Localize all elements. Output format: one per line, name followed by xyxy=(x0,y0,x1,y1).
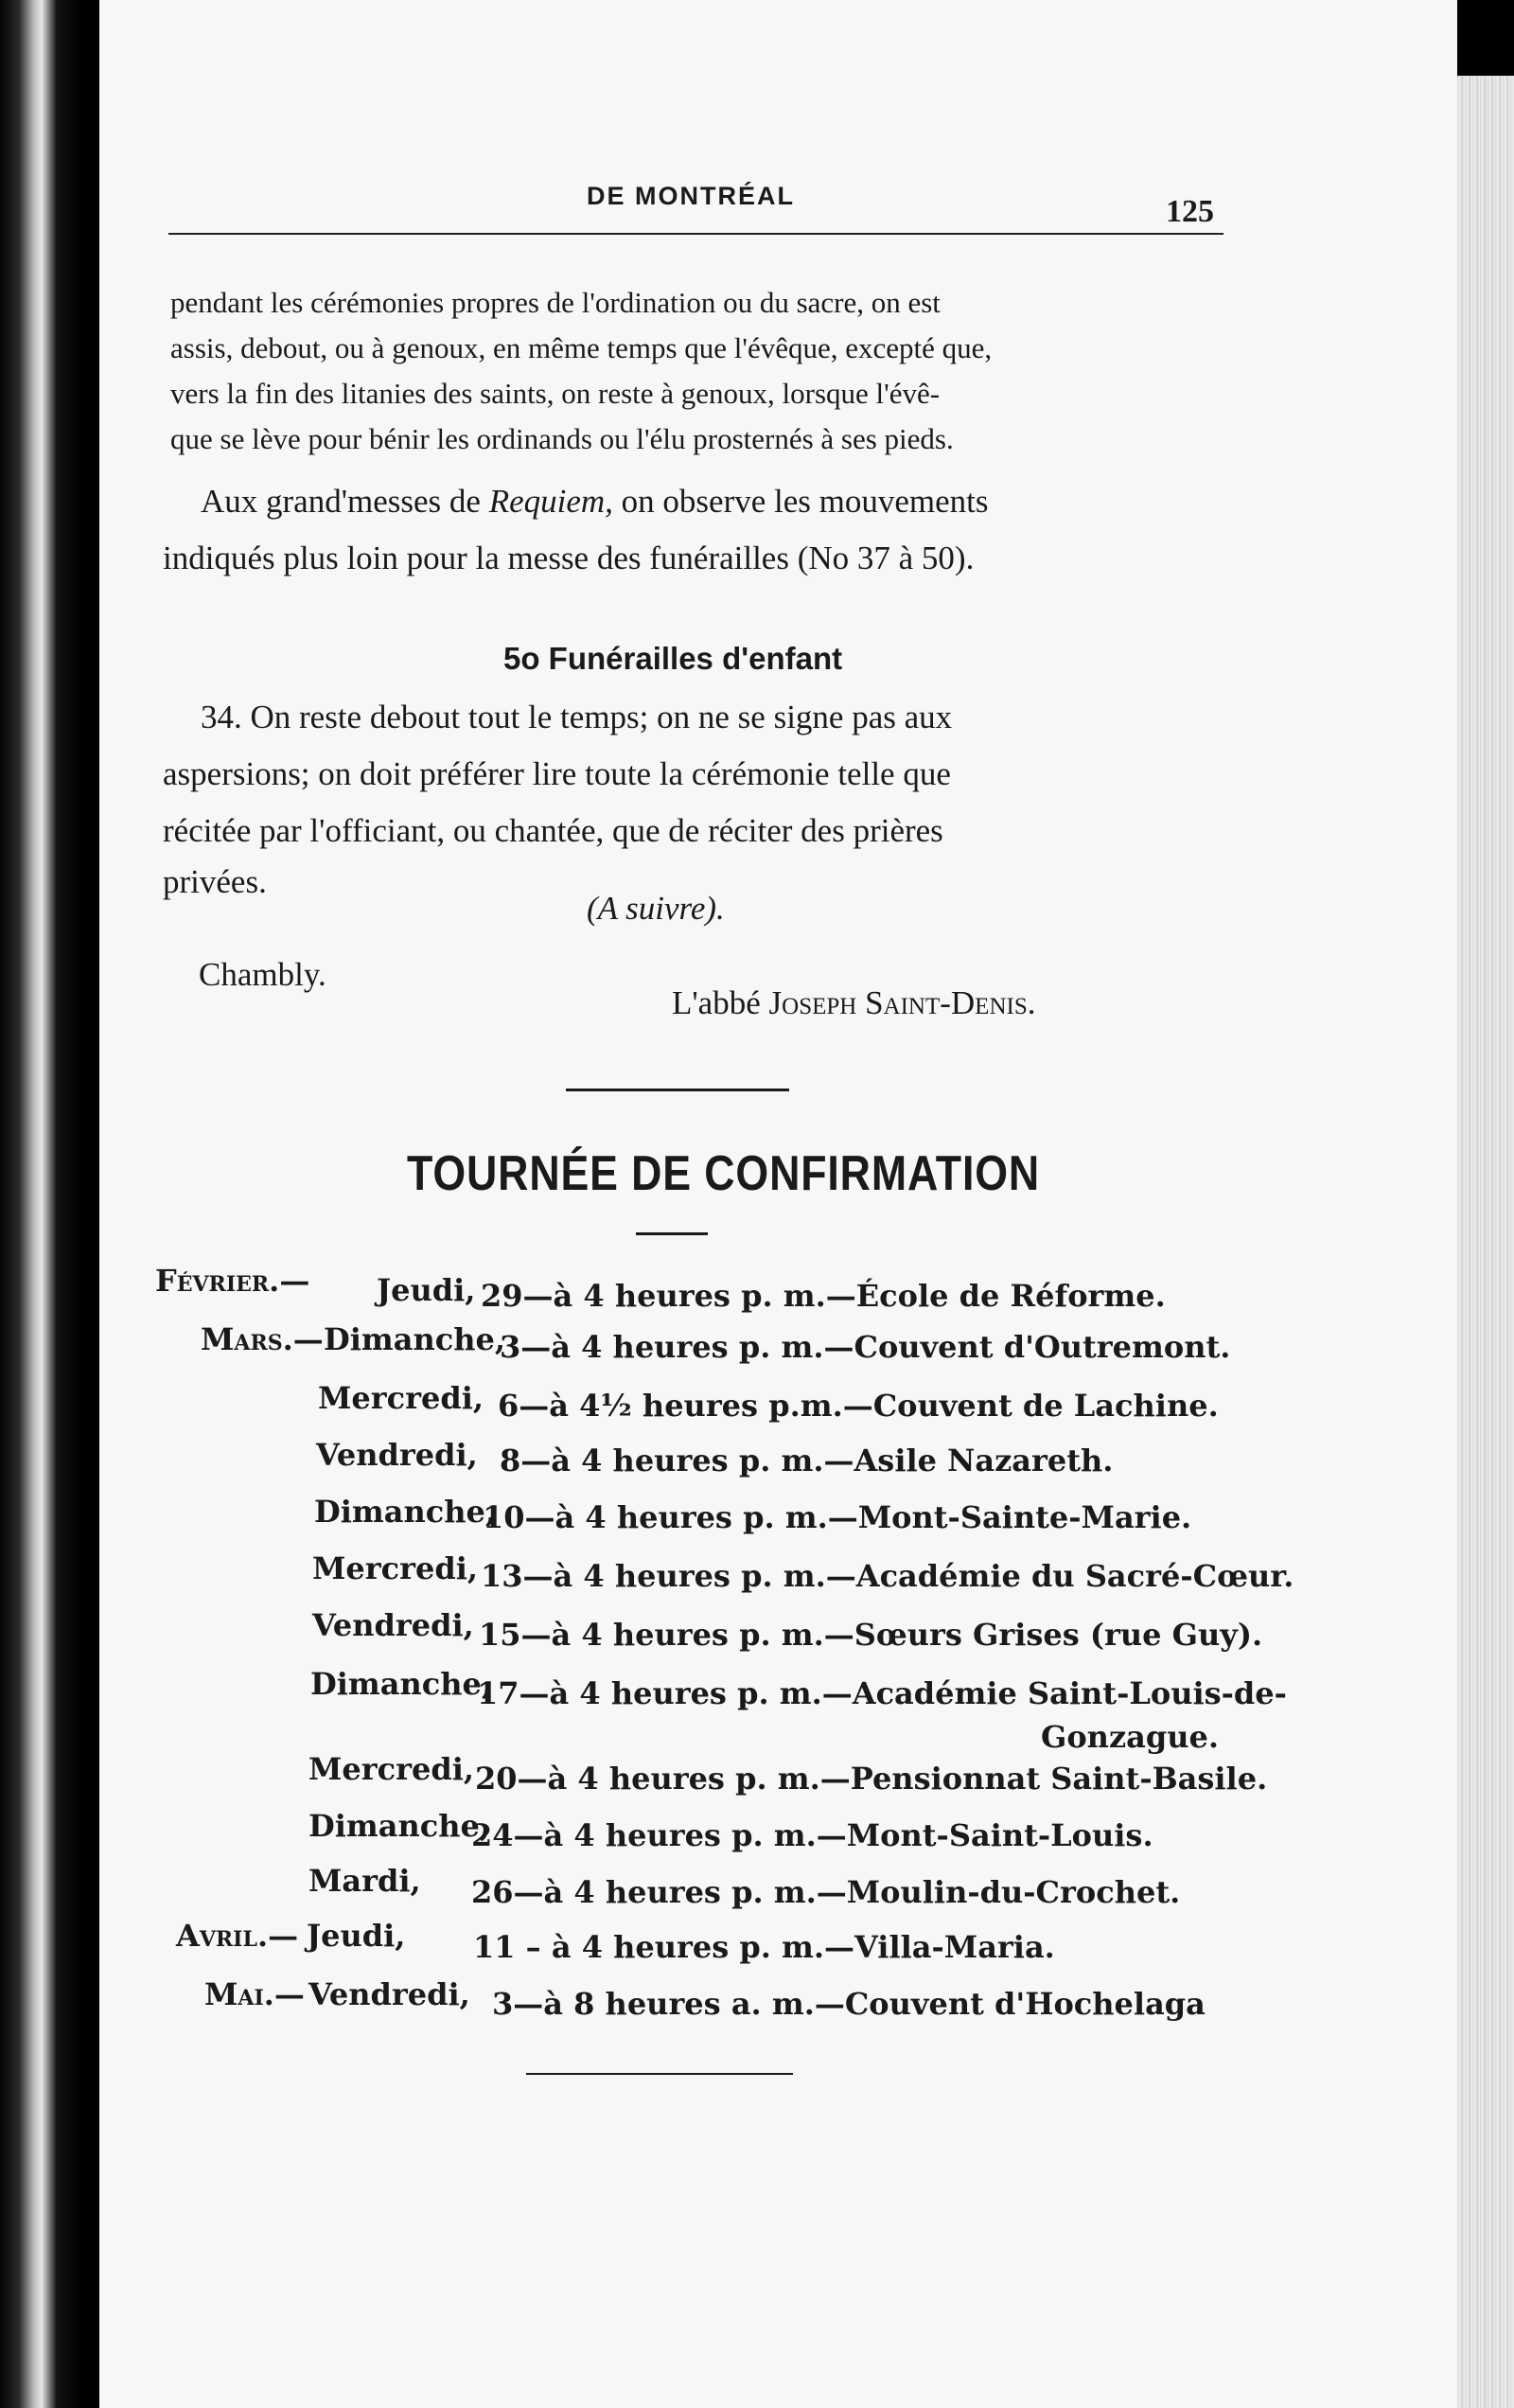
section-title: TOURNÉE DE CONFIRMATION xyxy=(407,1146,1041,1201)
schedule-month: Mars.— xyxy=(201,1321,324,1357)
schedule-day: Vendredi, xyxy=(312,1607,474,1643)
schedule-detail: 26—à 4 heures p. m.—Moulin-du-Crochet. xyxy=(471,1874,1181,1910)
schedule-day: Dimanche, xyxy=(324,1321,506,1357)
schedule-detail: 24—à 4 heures p. m.—Mont-Saint-Louis. xyxy=(471,1817,1153,1853)
signature-author: L'abbé Joseph Saint-Denis. xyxy=(672,984,1036,1021)
schedule-detail: 17—à 4 heures p. m.—Académie Saint-Louis-de- xyxy=(477,1675,1287,1711)
schedule-day: Dimanche, xyxy=(314,1494,497,1530)
signature-place: Chambly. xyxy=(199,956,326,993)
schedule-detail: 11 – à 4 heures p. m.—Villa-Maria. xyxy=(473,1929,1055,1965)
header-rule xyxy=(168,233,1224,235)
paragraph-34-line: privées. xyxy=(163,863,267,900)
schedule-day: Mercredi, xyxy=(308,1751,475,1787)
schedule-day: Jeudi, xyxy=(377,1272,476,1308)
schedule-detail-continued: Gonzague. xyxy=(1041,1719,1219,1755)
schedule-day: Dimanche, xyxy=(310,1666,493,1702)
continued-text-line: que se lève pour bénir les ordinands ou l'élu prosternés à ses pieds. xyxy=(170,422,954,455)
title-underline xyxy=(636,1232,708,1235)
book-binding-edge xyxy=(0,0,83,2408)
schedule-day: Jeudi, xyxy=(307,1918,406,1954)
continuation-note: (A suivre). xyxy=(587,890,725,927)
schedule-day: Vendredi, xyxy=(308,1976,470,2012)
running-head: DE MONTRÉAL xyxy=(587,182,795,210)
schedule-day: Dimanche, xyxy=(308,1808,491,1844)
continued-text-line: assis, debout, ou à genoux, en même temps que l'évêque, excepté que, xyxy=(170,331,993,364)
paragraph-34-line: récitée par l'officiant, ou chantée, que de réciter des prières xyxy=(163,812,943,849)
bottom-rule xyxy=(526,2073,793,2075)
schedule-detail: 3—à 4 heures p. m.—Couvent d'Outremont. xyxy=(500,1329,1231,1365)
requiem-paragraph-line: Aux grand'messes de Requiem, on observe les mouvements xyxy=(201,483,989,520)
schedule-detail: 8—à 4 heures p. m.—Asile Nazareth. xyxy=(500,1443,1114,1478)
schedule-detail: 3—à 8 heures a. m.—Couvent d'Hochelaga xyxy=(492,1986,1206,2022)
schedule-detail: 29—à 4 heures p. m.—École de Réforme. xyxy=(481,1278,1166,1314)
schedule-detail: 15—à 4 heures p. m.—Sœurs Grises (rue Guy). xyxy=(479,1617,1263,1653)
schedule-detail: 20—à 4 heures p. m.—Pensionnat Saint-Basile. xyxy=(475,1761,1268,1797)
schedule-day: Mercredi, xyxy=(318,1380,484,1416)
section-divider xyxy=(566,1089,789,1091)
schedule-detail: 6—à 4½ heures p.m.—Couvent de Lachine. xyxy=(498,1388,1219,1424)
page-stack-edge xyxy=(1457,76,1514,2408)
schedule-detail: 10—à 4 heures p. m.—Mont-Sainte-Marie. xyxy=(483,1499,1192,1535)
schedule-month: Avril.— xyxy=(176,1918,299,1954)
schedule-detail: 13—à 4 heures p. m.—Académie du Sacré-Cœur. xyxy=(481,1558,1294,1594)
requiem-paragraph-line: indiqués plus loin pour la messe des funérailles (No 37 à 50). xyxy=(163,540,975,576)
paragraph-34-line: 34. On reste debout tout le temps; on ne se signe pas aux xyxy=(201,699,953,735)
schedule-month: Février.— xyxy=(155,1263,310,1299)
schedule-day: Mardi, xyxy=(308,1863,421,1899)
funerailles-heading: 5o Funérailles d'enfant xyxy=(503,641,843,676)
page-number: 125 xyxy=(1166,194,1214,229)
continued-text-line: pendant les cérémonies propres de l'ordination ou du sacre, on est xyxy=(170,286,941,319)
schedule-month: Mai.— xyxy=(204,1976,305,2012)
paragraph-34-line: aspersions; on doit préférer lire toute la cérémonie telle que xyxy=(163,755,951,792)
continued-text-line: vers la fin des litanies des saints, on reste à genoux, lorsque l'évê- xyxy=(170,377,941,410)
schedule-day: Mercredi, xyxy=(312,1550,479,1586)
schedule-day: Vendredi, xyxy=(316,1437,478,1473)
